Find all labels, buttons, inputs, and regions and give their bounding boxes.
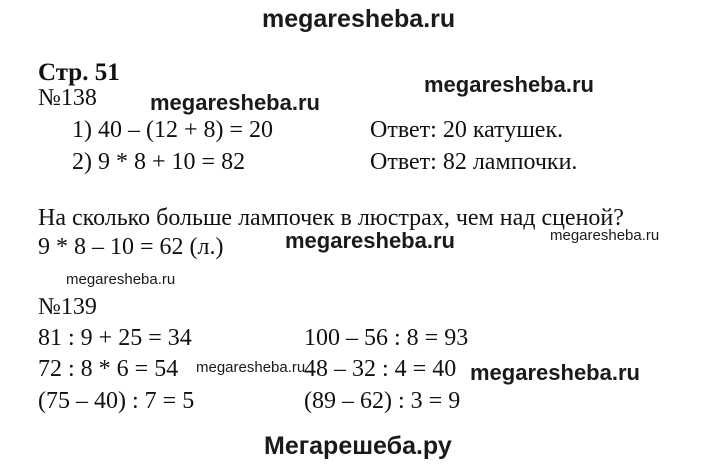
watermark-right-header: megaresheba.ru <box>424 72 594 97</box>
task-138-step-1-expression: 1) 40 – (12 + 8) = 20 <box>72 117 274 143</box>
watermark-end-of-row-bold: megaresheba.ru <box>470 360 640 385</box>
watermark-after-task-number: megaresheba.ru <box>150 90 320 115</box>
watermark-below-answer-small: megaresheba.ru <box>66 271 176 288</box>
task-139-number: №139 <box>38 294 97 320</box>
task-139-row-3-right: (89 – 62) : 3 = 9 <box>304 388 461 414</box>
page-title: Стр. 51 <box>38 59 120 86</box>
task-138-step-2-expression: 2) 9 * 8 + 10 = 82 <box>72 149 246 175</box>
task-138-number: №138 <box>38 85 97 111</box>
task-139-row-1-left: 81 : 9 + 25 = 34 <box>38 325 192 351</box>
task-138-step-1-answer: Ответ: 20 катушек. <box>370 117 564 143</box>
task-139-row-2-right: 48 – 32 : 4 = 40 <box>304 356 457 382</box>
task-138-solution: 9 * 8 – 10 = 62 (л.) <box>38 234 224 260</box>
watermark-top: megaresheba.ru <box>262 5 456 33</box>
task-139-row-2-left: 72 : 8 * 6 = 54 <box>38 356 179 382</box>
task-139-row-1-right: 100 – 56 : 8 = 93 <box>304 325 469 351</box>
watermark-middle-of-row-small: megaresheba.ru <box>196 359 306 376</box>
watermark-after-question-bold: megaresheba.ru <box>285 228 455 253</box>
task-139-row-3-left: (75 – 40) : 7 = 5 <box>38 388 195 414</box>
task-138-question: На сколько больше лампочек в люстрах, чем над сценой? <box>38 205 624 231</box>
task-138-step-2-answer: Ответ: 82 лампочки. <box>370 149 578 175</box>
watermark-after-question-small: megaresheba.ru <box>550 227 660 244</box>
watermark-footer: Мегарешеба.ру <box>264 432 452 460</box>
